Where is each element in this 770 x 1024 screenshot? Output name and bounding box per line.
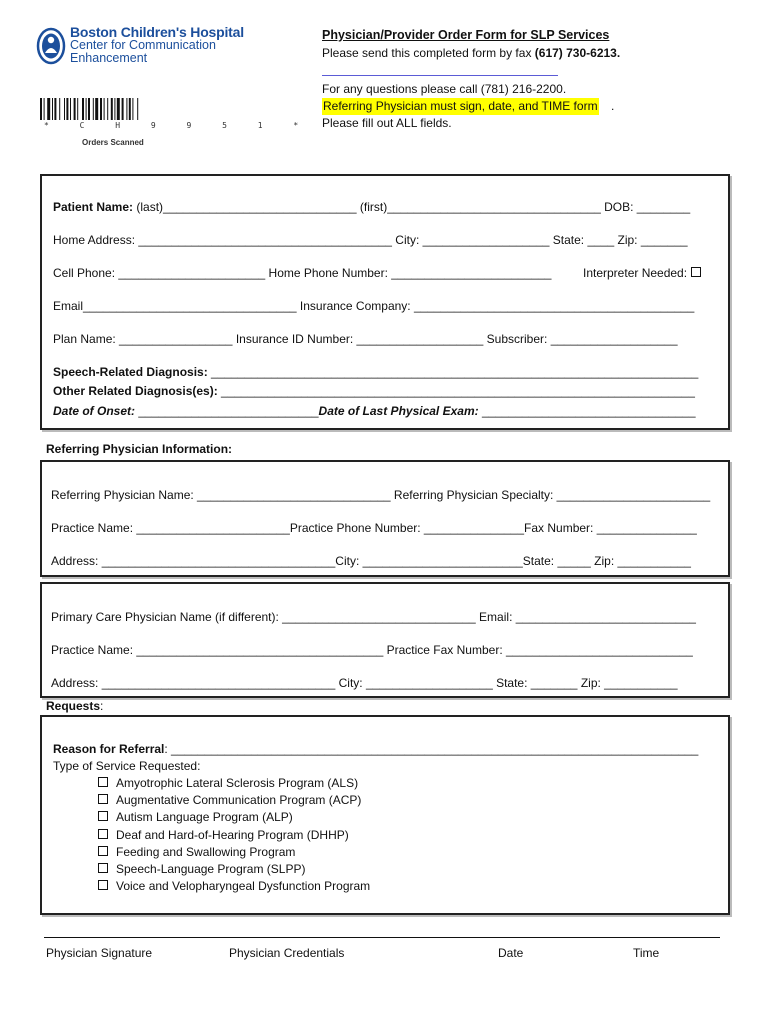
barcode-bar — [54, 98, 56, 120]
service-label: Augmentative Communication Program (ACP) — [116, 793, 362, 808]
barcode-bar — [107, 98, 108, 120]
barcode-bar — [52, 98, 53, 120]
service-type-label: Type of Service Requested: — [53, 759, 201, 773]
barcode-bar — [70, 98, 71, 120]
signature-line — [44, 937, 720, 938]
orders-scanned-label: Orders Scanned — [82, 138, 144, 147]
other-diagnosis-row[interactable]: Other Related Diagnosis(es): _______________________________________________________________________ — [53, 384, 695, 398]
service-label: Feeding and Swallowing Program — [116, 844, 296, 859]
reason-row[interactable]: Reason for Referral: _______________________________________________________________________________ — [53, 742, 699, 756]
barcode-bar — [137, 98, 138, 120]
service-option[interactable] — [98, 828, 349, 842]
service-label: Amyotrophic Lateral Sclerosis Program (ALS) — [116, 776, 359, 790]
barcode-text: * C H 9 9 5 1 * — [44, 121, 312, 130]
service-label: Deaf and Hard-of-Hearing Program (DHHP) — [116, 827, 349, 842]
barcode-bar — [44, 98, 45, 120]
referring-physician-heading: Referring Physician Information: — [46, 442, 233, 456]
onset-exam-row[interactable]: Date of Onset: ___________________________Date of Last Physical Exam: ________________________________ — [53, 404, 696, 418]
service-option[interactable] — [98, 793, 361, 807]
hospital-seal-icon — [36, 26, 66, 66]
service-label: Autism Language Program (ALP) — [116, 810, 293, 825]
barcode-bar — [82, 98, 84, 120]
diagnosis-row[interactable]: Speech-Related Diagnosis: _________________________________________________________________________ — [53, 365, 699, 379]
barcode-bar — [122, 98, 124, 120]
requests-heading: Requests: — [46, 699, 104, 713]
plan-row[interactable]: Plan Name: _________________ Insurance ID Number: ___________________ Subscriber: ___________________ — [53, 332, 678, 346]
service-checkbox[interactable] — [98, 880, 108, 890]
requests-box — [40, 715, 730, 915]
service-checkbox[interactable] — [98, 794, 108, 804]
fax-instruction: Please send this completed form by fax (617) 730-6213. — [322, 46, 621, 60]
phone-row[interactable]: Cell Phone: ______________________ Home Phone Number: ________________________ — [53, 266, 552, 280]
service-label: Voice and Velopharyngeal Dysfunction Program — [116, 879, 371, 894]
email-row[interactable]: Email________________________________ Insurance Company: __________________________________________ — [53, 299, 695, 313]
phone-instruction: For any questions please call (781) 216-2200. — [322, 82, 567, 96]
barcode-bar — [74, 98, 76, 120]
barcode-bar — [40, 98, 42, 120]
home-address-row[interactable]: Home Address: ______________________________________ City: ___________________ State: ____ Zip: _______ — [53, 233, 688, 247]
service-option[interactable] — [98, 862, 305, 876]
pcp-name-row[interactable]: Primary Care Physician Name (if different): _____________________________ Email: ___________________________ — [51, 610, 696, 624]
service-option[interactable] — [98, 776, 358, 790]
service-checkbox[interactable] — [98, 829, 108, 839]
signature-warning: Referring Physician must sign, date, and TIME form — [323, 99, 598, 113]
logo-line-3: Enhancement — [70, 51, 148, 65]
patient-info-box — [40, 174, 730, 430]
barcode-bar — [104, 98, 105, 120]
referring-address-row[interactable]: Address: ___________________________________City: ________________________State: _____ Zip: ___________ — [51, 554, 691, 568]
signature-warning-end: . — [611, 99, 615, 113]
service-option[interactable] — [98, 879, 370, 893]
pcp-box — [40, 582, 730, 698]
fill-instruction: Please fill out ALL fields. — [322, 116, 452, 130]
service-option[interactable] — [98, 810, 293, 824]
barcode-bar — [59, 98, 60, 120]
service-checkbox[interactable] — [98, 846, 108, 856]
barcode-bar — [114, 98, 115, 120]
barcode-bar — [129, 98, 131, 120]
fax-number: (617) 730-6213. — [534, 46, 621, 60]
barcode-bar — [64, 98, 65, 120]
date-label: Date — [498, 946, 524, 960]
service-checkbox[interactable] — [98, 777, 108, 787]
logo-line-1: Boston Children's Hospital — [70, 24, 244, 40]
barcode-bar — [86, 98, 87, 120]
referring-physician-box — [40, 460, 730, 577]
barcode-bar — [95, 98, 98, 120]
barcode-bar — [77, 98, 78, 120]
barcode-bar — [93, 98, 94, 120]
barcode-bar — [111, 98, 113, 120]
barcode — [40, 98, 180, 120]
referring-name-row[interactable]: Referring Physician Name: _____________________________ Referring Physician Specialty: _______________________ — [51, 488, 711, 502]
time-label: Time — [633, 946, 660, 960]
referring-practice-row[interactable]: Practice Name: _______________________Practice Phone Number: _______________Fax Number: _______________ — [51, 521, 697, 535]
interpreter-checkbox[interactable] — [691, 267, 701, 277]
physician-credentials-label: Physician Credentials — [229, 946, 345, 960]
barcode-bar — [47, 98, 50, 120]
barcode-bar — [132, 98, 133, 120]
pcp-address-row[interactable]: Address: ___________________________________ City: ___________________ State: _______ Zip: ___________ — [51, 676, 678, 690]
service-checkbox[interactable] — [98, 863, 108, 873]
barcode-bar — [66, 98, 68, 120]
service-label: Speech-Language Program (SLPP) — [116, 862, 306, 876]
barcode-bar — [126, 98, 127, 120]
header-divider — [322, 75, 558, 76]
service-checkbox[interactable] — [98, 811, 108, 821]
physician-signature-label: Physician Signature — [46, 946, 153, 960]
barcode-bar — [117, 98, 120, 120]
patient-name-row[interactable]: Patient Name: (last)_____________________________ (first)________________________________ DOB: ________ — [53, 200, 691, 214]
pcp-practice-row[interactable]: Practice Name: _____________________________________ Practice Fax Number: ____________________________ — [51, 643, 693, 657]
interpreter-row[interactable]: Interpreter Needed: — [583, 266, 701, 280]
barcode-bar — [100, 98, 102, 120]
logo-line-2: Center for Communication — [70, 38, 216, 52]
service-option[interactable] — [98, 845, 295, 859]
hospital-logo — [36, 24, 276, 76]
form-title: Physician/Provider Order Form for SLP Services — [322, 28, 610, 42]
barcode-bar — [88, 98, 90, 120]
